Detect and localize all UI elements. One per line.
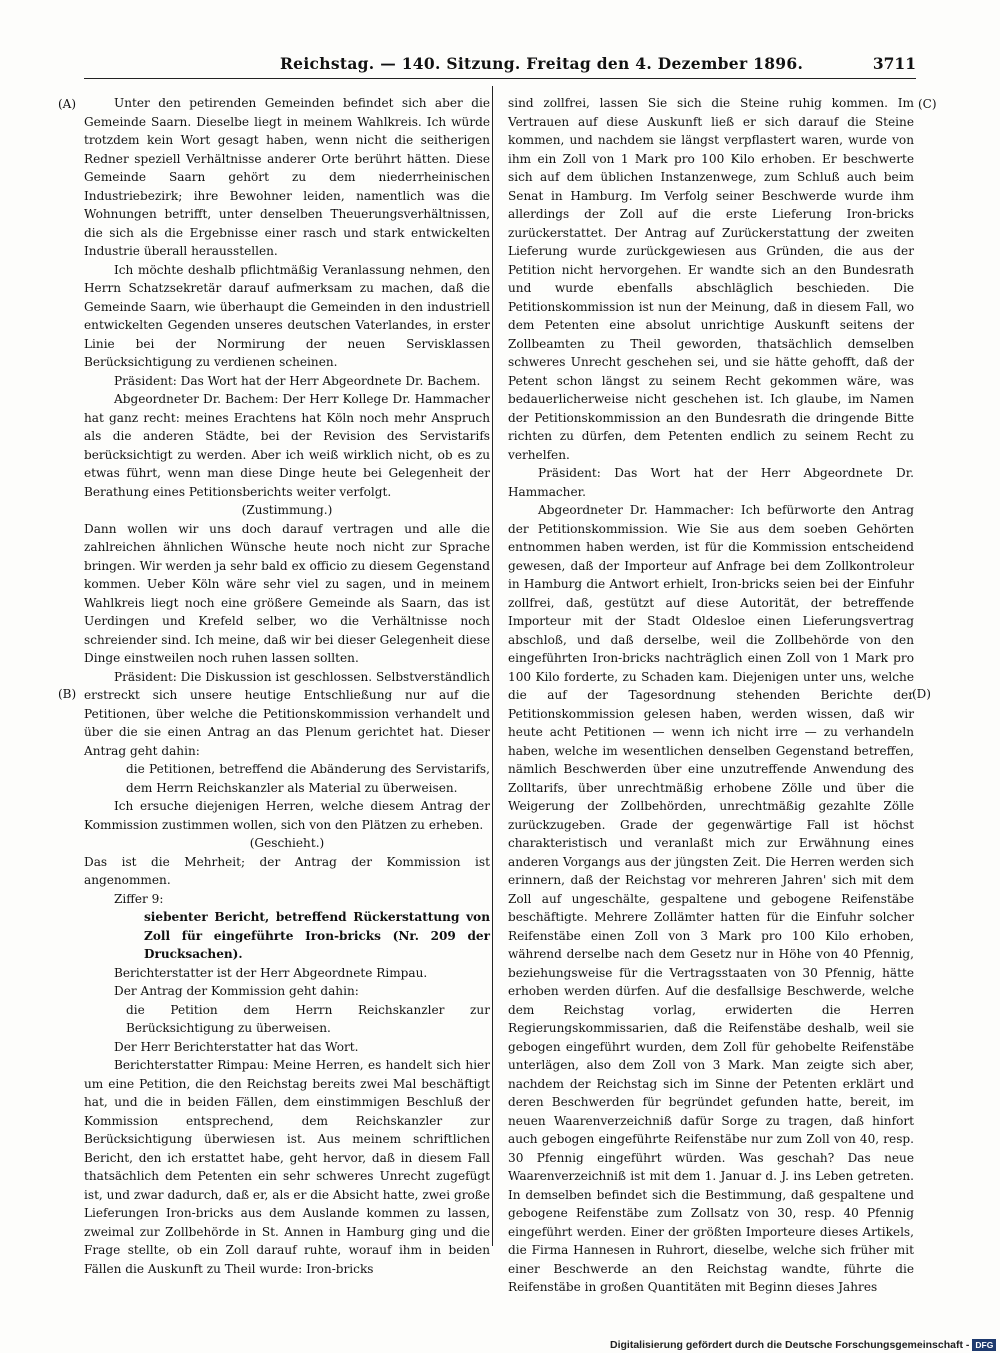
header-rule bbox=[84, 78, 916, 79]
interjection: (Zustimmung.) bbox=[241, 503, 333, 517]
footer-text: Digitalisierung gefördert durch die Deutsche Forschungsgemeinschaft - bbox=[610, 1339, 970, 1351]
column-divider bbox=[492, 86, 493, 1246]
paragraph: Unter den petirenden Gemeinden befindet sich aber die Gemeinde Saarn. Dieselbe liegt in meinem Wahlkreis. Ich würde trotzdem kein Wort gesagt haben, wenn nicht die seitherigen Redner speziell Verhältnisse anderer Orte berührt hätten. Diese Gemeinde Saarn gehört zu dem niederrheinischen Industriebezirk; ihre Bewohner leiden, namentlich was die Wohnungen betrifft, unter denselben Theuerungsverhältnissen, die sich als die Ergebnisse einer rasch und stark entwickelten Industrie überall herausstellen. bbox=[84, 96, 490, 258]
agenda-title: siebenter Bericht, betreffend Rückerstattung von Zoll für eingeführte Iron-bricks (Nr. 209 der Drucksachen). bbox=[144, 910, 490, 961]
margin-mark-a: (A) bbox=[58, 97, 77, 111]
dfg-logo: DFG bbox=[972, 1339, 996, 1351]
paragraph: Der Antrag der Kommission geht dahin: bbox=[114, 984, 359, 998]
paragraph: Dann wollen wir uns doch darauf vertragen und alle die zahlreichen ähnlichen Wünsche heute noch nicht zur Sprache bringen. Wir werden ja sehr bald ex officio zu diesem Gegenstand kommen. Ueber Köln wäre sehr viel zu sagen, und in meinem Wahlkreis liegt noch eine größere Gemeinde als Saarn, das ist Uerdingen und Krefeld selber, wo die Verhältnisse noch schreiender sind. Ich meine, daß wir bei dieser Gelegenheit diese Dinge einstweilen noch ruhen lassen sollten. bbox=[84, 521, 490, 665]
paragraph: sind zollfrei, lassen Sie sich die Steine ruhig kommen. Im Vertrauen auf diese Auskunft ließ er sich darauf die Steine kommen, und nachdem sie längst verpflastert waren, wurde von ihm ein Zoll von 1 Mark pro 100 Kilo erhoben. Er beschwerte sich auf dem üblichen Instanzenwege, zum Schluß auch beim Senat in Hamburg. Im Verfolg seiner Beschwerde wurde ihm allerdings der Zoll auf die erste Lieferung Iron-bricks zurückerstattet. Der Antrag auf Zurückerstattung der zweiten Lieferung wurde zurückgewiesen aus Gründen, die aus der Petition nicht hervorgehen. Er wandte sich an den Bundesrath und wurde ebenfalls abschläglich beschieden. Die Petitionskommission ist nun der Meinung, daß in diesem Fall, wo dem Petenten eine absolut unrichtige Auskunft seitens der Zollbeamten zu Theil geworden, thatsächlich demselben schweres Unrecht geschehen sei, und sie hätte gehofft, daß der Petent schon längst zu seinem Recht gekommen wäre, was bedauerlicherweise nicht geschehen ist. Ich glaube, im Namen der Petitionskommission an den Bundesrath die dringende Bitte richten zu dürfen, dem Petenten endlich zu seinem Recht zu verhelfen. bbox=[508, 96, 914, 462]
margin-mark-c: (C) bbox=[918, 97, 937, 111]
motion-text: die Petition dem Herrn Reichskanzler zur Berücksichtigung zu überweisen. bbox=[126, 1002, 490, 1035]
speaker-paragraph: Präsident: Die Diskussion ist geschlossen. Selbstverständlich erstreckt sich unsere heutige Entschließung nur auf die Petitionen, über welche die Petitionskommission verhandelt und über die sie einen Antrag an das Plenum gerichtet hat. Dieser Antrag geht dahin: bbox=[84, 669, 490, 758]
speaker-paragraph: Präsident: Das Wort hat der Herr Abgeordnete Dr. Bachem. bbox=[114, 373, 481, 388]
left-column bbox=[84, 94, 490, 1278]
speaker-paragraph: Präsident: Das Wort hat der Herr Abgeordnete Dr. Hammacher. bbox=[508, 466, 914, 499]
footer bbox=[610, 1339, 996, 1351]
margin-mark-b: (B) bbox=[58, 687, 77, 701]
paragraph: Ich ersuche diejenigen Herren, welche diesem Antrag der Kommission zustimmen wollen, sich von den Plätzen zu erheben. bbox=[84, 799, 490, 832]
running-header bbox=[84, 54, 916, 78]
margin-mark-d: (D) bbox=[912, 687, 931, 701]
paragraph: Das ist die Mehrheit; der Antrag der Kommission ist angenommen. bbox=[84, 854, 490, 887]
paragraph: Ich möchte deshalb pflichtmäßig Veranlassung nehmen, den Herrn Schatzsekretär darauf aufmerksam zu machen, daß die Gemeinde Saarn, wie überhaupt die Gemeinden in den industriell entwickelten Gegenden unseres deutschen Vaterlandes, in erster Linie bei der Normirung der neuen Servisklassen Berücksichtigung zu verdienen scheinen. bbox=[84, 262, 490, 369]
interjection: (Geschieht.) bbox=[249, 836, 325, 850]
header-title: Reichstag. — 140. Sitzung. Freitag den 4. Dezember 1896. bbox=[280, 54, 804, 73]
right-column bbox=[508, 94, 914, 1297]
speaker-paragraph: Abgeordneter Dr. Bachem: Der Herr Kollege Dr. Hammacher hat ganz recht: meines Erachtens hat Köln noch mehr Anspruch als die anderen Städte, bei der Revision des Servistarifs berücksichtigt zu werden. Aber ich weiß wirklich nicht, ob es zu etwas führt, wenn man diese Dinge heute bei Gelegenheit der Berathung eines Petitionsberichts weiter verfolgt. bbox=[84, 392, 490, 499]
paragraph: Der Herr Berichterstatter hat das Wort. bbox=[114, 1039, 359, 1054]
paragraph: Berichterstatter ist der Herr Abgeordnete Rimpau. bbox=[114, 965, 428, 980]
motion-text: die Petitionen, betreffend die Abänderung des Servistarifs, dem Herrn Reichskanzler als Material zu überweisen. bbox=[126, 762, 490, 795]
speaker-paragraph: Abgeordneter Dr. Hammacher: Ich befürworte den Antrag der Petitionskommission. Wie Sie aus dem soeben Gehörten entnommen haben werden, ist für die Kommission entscheidend gewesen, daß der Importeur auf Anfrage bei dem Zollkontroleur in Hamburg die Antwort erhielt, Iron-bricks seien bei der Einfuhr zollfrei, daß, gestützt auf diese Autorität, der betreffende Importeur mit der Stadt Oldesloe einen Lieferungsvertrag abschloß, und daß derselbe, weil die Zollbehörde von den eingeführten Iron-bricks nachträglich einen Zoll von 1 Mark pro 100 Kilo forderte, zu Schaden kam. Diejenigen unter uns, welche die auf der Tagesordnung stehenden Berichte der Petitionskommission gelesen haben, werden wissen, daß wir heute acht Petitionen — wenn ich nicht irre — zu verhandeln haben, welche im wesentlichen denselben Gegenstand betreffen, nämlich Beschwerden über eine unzutreffende Anwendung des Zolltarifs, über unrechtmäßig erhobene Zölle und über die Weigerung der Zollbehörden, unrechtmäßig gezahlte Zölle zurückzugeben. Grade der gegenwärtige Fall ist höchst charakteristisch und veranlaßt mich zur Erwähnung eines anderen Vorgangs aus der jüngsten Zeit. Die Herren werden sich erinnern, daß der Reichstag vor mehreren Jahren' sich mit dem Zoll auf ungeschälte, gespaltene und gebogene Reifenstäbe beschäftigte. Mehrere Zollämter hatten für die Einfuhr solcher Reifenstäbe einen Zoll von 3 Mark pro 100 Kilo erhoben, während derselbe nach dem Gesetz nur in Höhe von 40 Pfennig, beziehungsweise für die Vertragsstaaten von 30 Pfennig, hätte erhoben werden dürfen. Auf die desfallsige Beschwerde, welche dem Reichstag vorlag, erwiderten die Herren Regierungskommissarien, daß die Reifenstäbe deshalb, weil sie gebogen eingeführt wurden, dem Zoll für gehobelte Reifenstäbe unterlägen, also dem Zoll von 3 Mark. Man zeigte sich aber, nachdem der Reichstag sich im Sinne der Petenten erklärt und deren Beschwerden für begründet gefunden hatte, bereit, im neuen Waarenverzeichniß dafür Sorge zu tragen, daß hinfort auch gebogen eingeführte Reifenstäbe nur zum Zoll von 40, resp. 30 Pfennig eingeführt würden. Was geschah? Das neue Waarenverzeichniß ist mit dem 1. Januar d. J. ins Leben getreten. In demselben befindet sich die Bestimmung, daß gespaltene und gebogene Reifenstäbe zum Zollsatz von 30, resp. 40 Pfennig eingeführt werden. Einer der größten Importeure dieses Artikels, die Firma Hannesen in Ruhrort, dieselbe, welche sich früher mit einer Beschwerde an den Reichstag wandte, führte die Reifenstäbe in großen Quantitäten mit Beginn dieses Jahres bbox=[508, 503, 914, 1294]
agenda-item: Ziffer 9: bbox=[114, 891, 164, 906]
page-number: 3711 bbox=[872, 54, 916, 73]
speaker-paragraph: Berichterstatter Rimpau: Meine Herren, es handelt sich hier um eine Petition, die den Reichstag bereits zwei Mal beschäftigt hat, und die in beiden Fällen, dem einstimmigen Beschluß der Kommission entsprechend, dem Reichskanzler zur Berücksichtigung überwiesen ist. Aus meinem schriftlichen Bericht, den ich erstattet habe, geht hervor, daß in diesem Fall thatsächlich dem Petenten ein sehr schweres Unrecht zugefügt ist, und zwar dadurch, daß er, als er die Absicht hatte, zwei große Lieferungen Iron-bricks aus dem Auslande kommen zu lassen, zweimal zur Zollbehörde in St. Annen in Hamburg ging und die Frage stellte, ob ein Zoll darauf ruhte, worauf ihm in beiden Fällen die Auskunft zu Theil wurde: Iron-bricks bbox=[84, 1058, 490, 1276]
